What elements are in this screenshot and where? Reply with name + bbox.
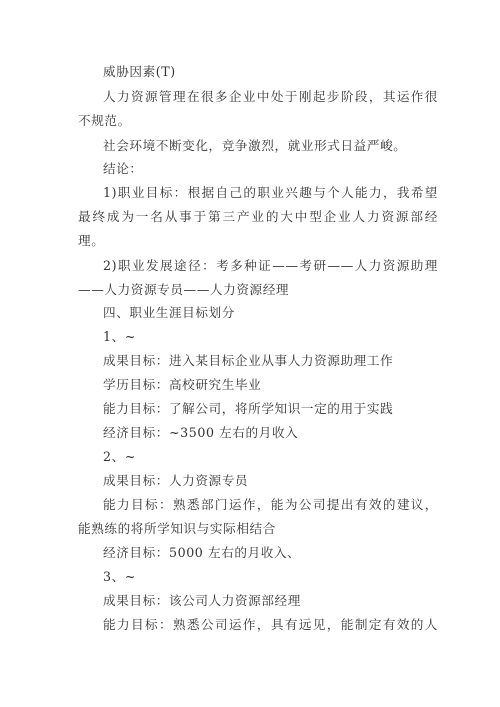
text-line: 不规范。 — [78, 113, 131, 128]
text-line: ——人力资源专员——人力资源经理 — [78, 282, 290, 297]
text-line: 2)职业发展途径：考多种证——考研——人力资源助理 — [103, 258, 438, 273]
text-line: 最终成为一名从事于第三产业的大中型企业人力资源部经 — [78, 209, 438, 224]
text-line: 成果目标：人力资源专员 — [103, 473, 249, 488]
text-line: 经济目标：5000 左右的月收入、 — [103, 545, 301, 560]
text-line: 学历目标：高校研究生毕业 — [103, 377, 262, 392]
section-heading: 四、职业生涯目标划分 — [103, 305, 235, 320]
text-line: 1)职业目标：根据自己的职业兴趣与个人能力，我希望 — [103, 185, 438, 200]
text-line: 社会环境不断变化，竞争激烈，就业形式日益严峻。 — [103, 138, 407, 153]
text-line-threat-heading: 威胁因素(T) — [103, 64, 176, 79]
text-line: 能熟练的将所学知识与实际相结合 — [78, 521, 276, 536]
text-line: 能力目标：了解公司，将所学知识一定的用于实践 — [103, 401, 394, 416]
stage-number: 3、~ — [103, 569, 136, 584]
text-line-conclusion: 结论： — [103, 161, 143, 176]
text-line: 经济目标：~3500 左右的月收入 — [103, 425, 299, 440]
text-line: 成果目标：该公司人力资源部经理 — [103, 593, 301, 608]
text-line: 能力目标：熟悉公司运作，具有远见，能制定有效的人 — [103, 617, 438, 632]
text-line: 理。 — [78, 233, 105, 248]
text-line: 成果目标：进入某目标企业从事人力资源助理工作 — [103, 353, 394, 368]
stage-number: 2、~ — [103, 449, 136, 464]
stage-number: 1、~ — [103, 329, 136, 344]
text-line: 人力资源管理在很多企业中处于刚起步阶段，其运作很 — [103, 89, 438, 104]
text-line: 能力目标：熟悉部门运作，能为公司提出有效的建议， — [103, 497, 438, 512]
